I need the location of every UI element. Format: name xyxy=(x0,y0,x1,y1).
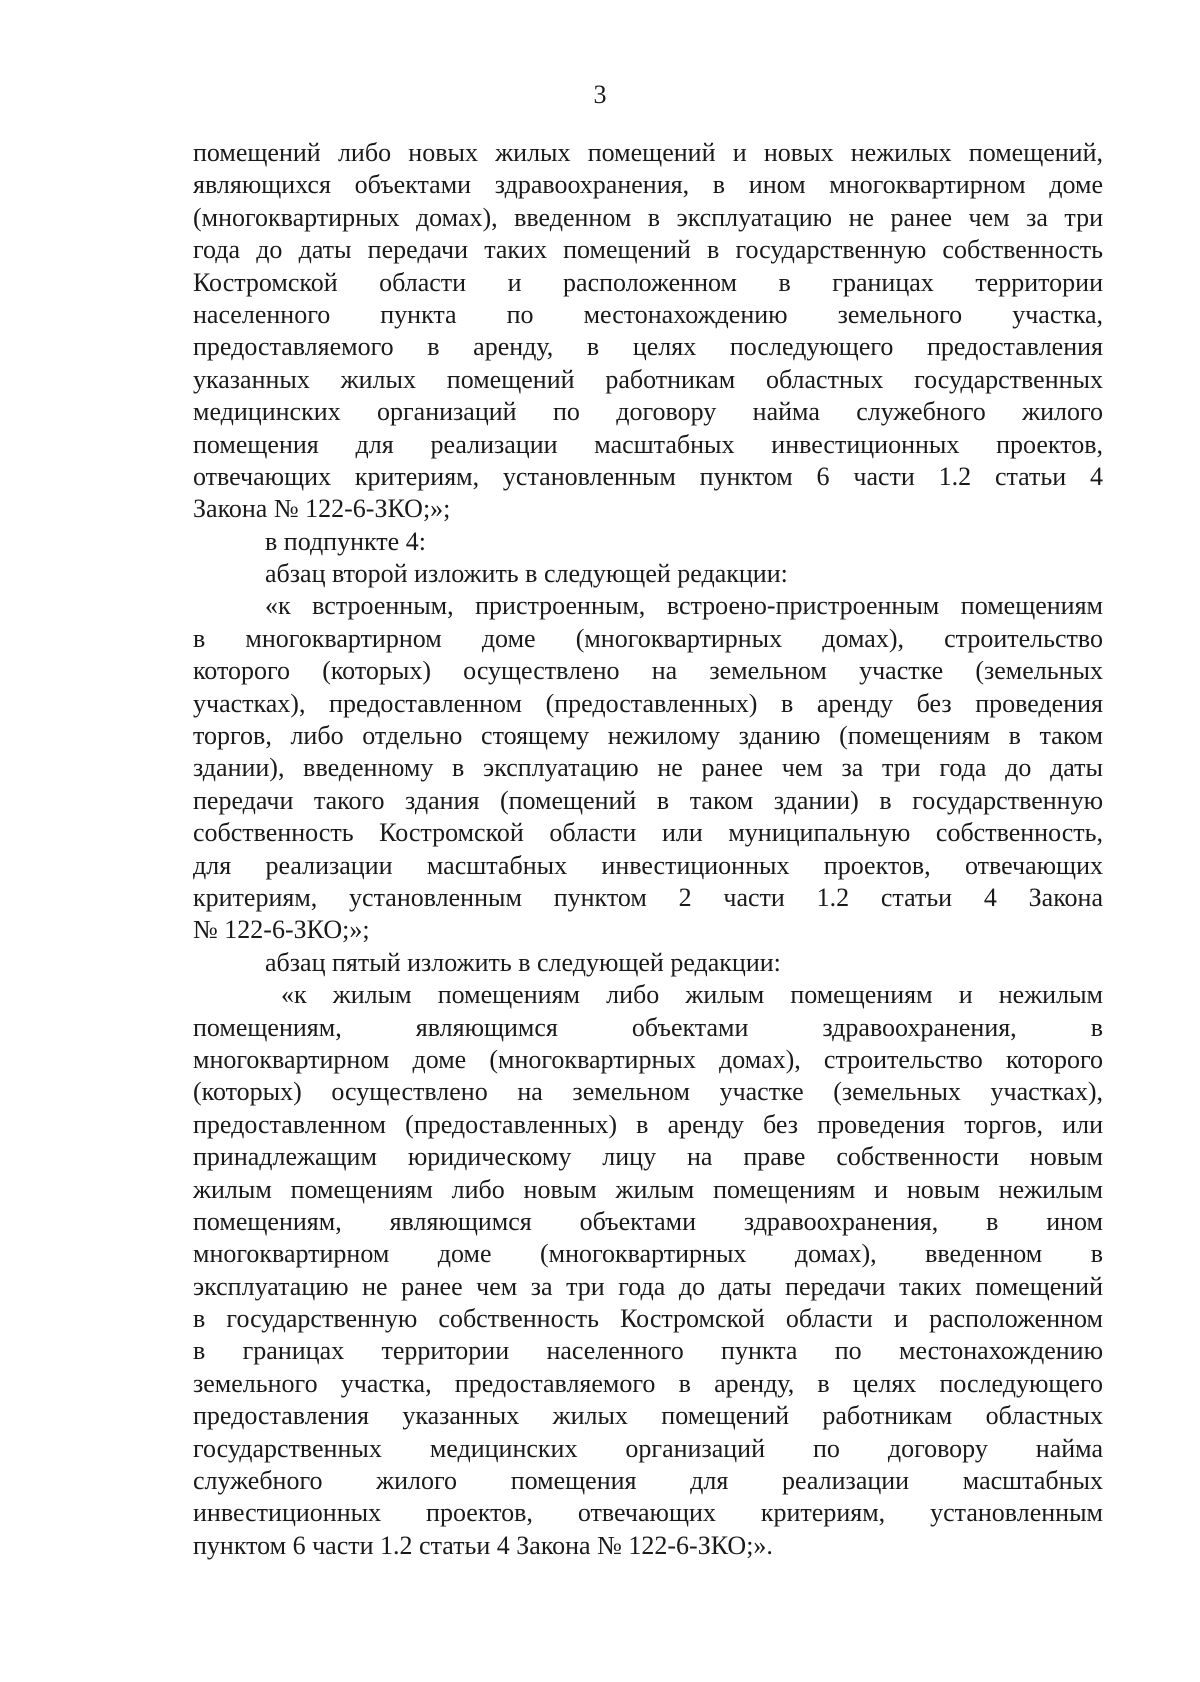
text-line: в подпункте 4: xyxy=(265,526,426,556)
text-line: указанных жилых помещений работникам областных государственных xyxy=(193,364,1103,394)
text-line: «к жилым помещениям либо жилым помещениям и нежилым xyxy=(281,980,1103,1010)
text-line: помещения для реализации масштабных инвестиционных проектов, xyxy=(193,429,1103,459)
text-line: собственность Костромской области или муниципальную собственность, xyxy=(193,818,1103,848)
text-line: в границах территории населенного пункта по местонахождению xyxy=(193,1336,1103,1366)
text-line: № 122-6-ЗКО;»; xyxy=(193,915,370,945)
text-line: в многоквартирном доме (многоквартирных домах), строительство xyxy=(193,623,1103,653)
page-number: 3 xyxy=(593,80,607,109)
text-line: отвечающих критериям, установленным пунктом 6 части 1.2 статьи 4 xyxy=(193,461,1103,491)
text-line: жилым помещениям либо новым жилым помещениям и новым нежилым xyxy=(193,1174,1103,1204)
text-line: помещениям, являющимся объектами здравоохранения, в xyxy=(193,1012,1103,1042)
text-line: участках), предоставленном (предоставленных) в аренду без проведения xyxy=(193,688,1103,718)
text-line: инвестиционных проектов, отвечающих критериям, установленным xyxy=(193,1498,1103,1528)
text-line: Закона № 122-6-ЗКО;»; xyxy=(193,494,451,524)
text-line: помещениям, являющимся объектами здравоохранения, в ином xyxy=(193,1206,1103,1236)
text-line: «к встроенным, пристроенным, встроено-пристроенным помещениям xyxy=(265,591,1103,621)
text-line: многоквартирном доме (многоквартирных домах), введенном в xyxy=(193,1239,1103,1269)
text-line: для реализации масштабных инвестиционных проектов, отвечающих xyxy=(193,850,1103,880)
text-line: медицинских организаций по договору найма служебного жилого xyxy=(193,397,1103,427)
text-line: которого (которых) осуществлено на земельном участке (земельных xyxy=(193,656,1103,686)
text-line: многоквартирном доме (многоквартирных домах), строительство которого xyxy=(193,1044,1103,1074)
text-line: абзац второй изложить в следующей редакции: xyxy=(265,559,788,589)
text-line: передачи такого здания (помещений в таком здании) в государственную xyxy=(193,785,1103,815)
text-line: здании), введенному в эксплуатацию не ранее чем за три года до даты xyxy=(193,753,1103,783)
text-line: помещений либо новых жилых помещений и новых нежилых помещений, xyxy=(193,138,1103,167)
text-line: Костромской области и расположенном в границах территории xyxy=(193,267,1103,297)
text-line: предоставления указанных жилых помещений работникам областных xyxy=(193,1401,1103,1431)
document-body xyxy=(193,137,1103,1562)
text-line: торгов, либо отдельно стоящему нежилому зданию (помещениям в таком xyxy=(193,721,1103,751)
text-line: служебного жилого помещения для реализации масштабных xyxy=(193,1466,1103,1496)
text-line: пунктом 6 части 1.2 статьи 4 Закона № 122-6-ЗКО;». xyxy=(193,1530,773,1560)
text-line: (которых) осуществлено на земельном участке (земельных участках), xyxy=(193,1077,1103,1107)
text-line: государственных медицинских организаций по договору найма xyxy=(193,1433,1103,1463)
text-line: населенного пункта по местонахождению земельного участка, xyxy=(193,299,1103,329)
text-line: являющихся объектами здравоохранения, в ином многоквартирном доме xyxy=(193,170,1103,200)
text-line: предоставляемого в аренду, в целях последующего предоставления xyxy=(193,332,1103,362)
text-line: года до даты передачи таких помещений в государственную собственность xyxy=(193,235,1103,265)
text-line: эксплуатацию не ранее чем за три года до даты передачи таких помещений xyxy=(193,1271,1103,1301)
text-line: земельного участка, предоставляемого в аренду, в целях последующего xyxy=(193,1368,1103,1398)
text-line: в государственную собственность Костромской области и расположенном xyxy=(193,1304,1103,1334)
text-line: (многоквартирных домах), введенном в эксплуатацию не ранее чем за три xyxy=(193,202,1103,232)
text-line: критериям, установленным пунктом 2 части 1.2 статьи 4 Закона xyxy=(193,882,1103,912)
text-line: предоставленном (предоставленных) в аренду без проведения торгов, или xyxy=(193,1109,1103,1139)
text-line: абзац пятый изложить в следующей редакции: xyxy=(265,947,781,977)
text-line: принадлежащим юридическому лицу на праве собственности новым xyxy=(193,1142,1103,1172)
